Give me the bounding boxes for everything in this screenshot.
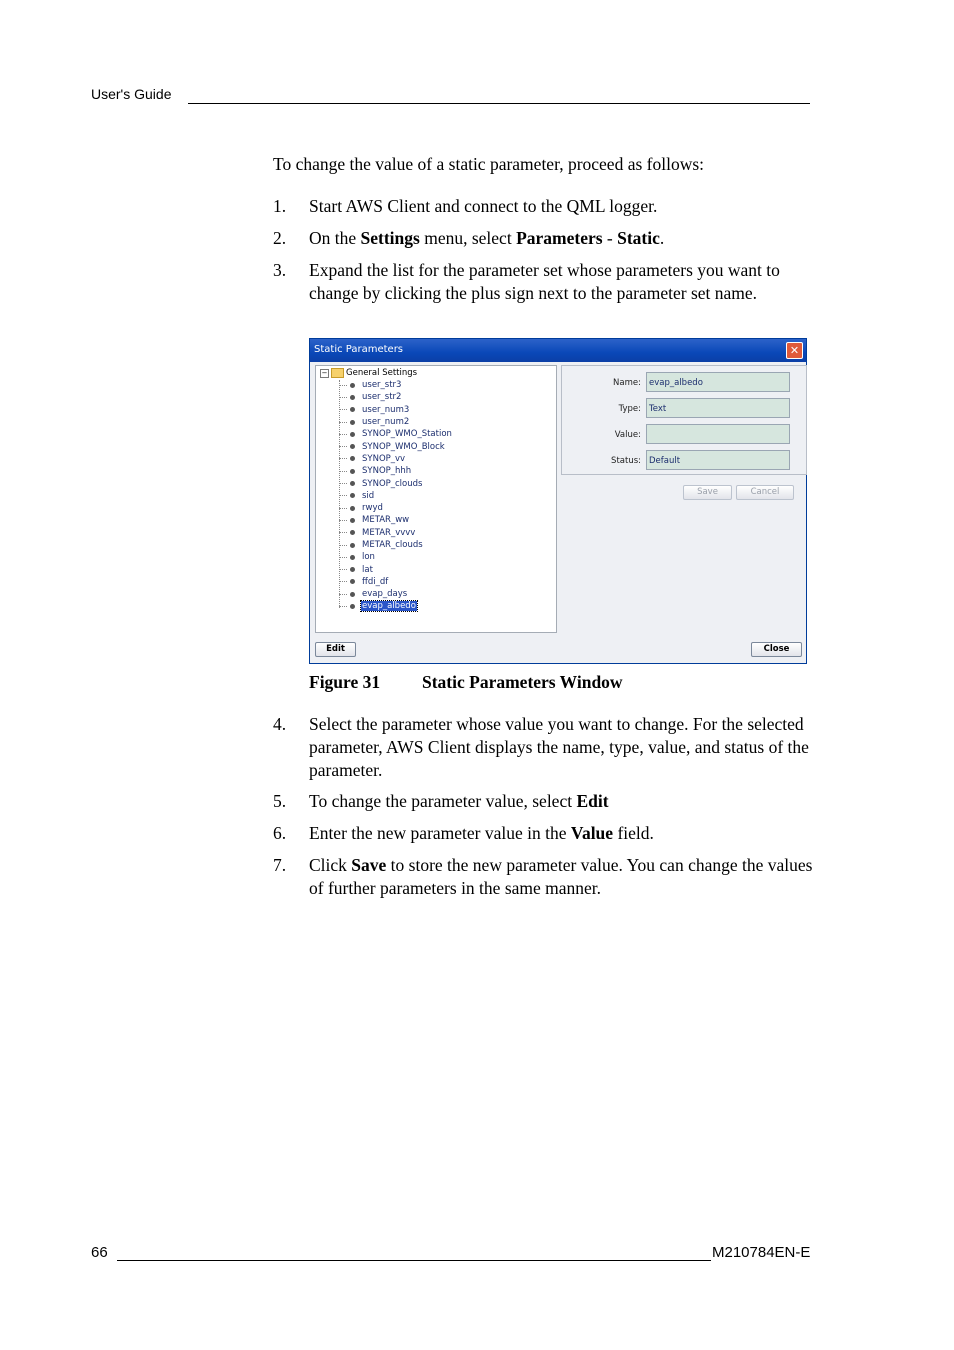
- tree-connector: [339, 532, 347, 533]
- name-row: [562, 372, 806, 394]
- parameter-bullet-icon: [350, 604, 355, 609]
- intro-paragraph: To change the value of a static parameter, proceed as follows:: [273, 154, 705, 174]
- edit-button[interactable]: Edit: [315, 642, 356, 657]
- step-text-run: Click: [309, 855, 352, 875]
- parameter-bullet-icon: [350, 579, 355, 584]
- step-text: [309, 195, 829, 218]
- dialog-title: Static Parameters: [314, 344, 404, 355]
- tree-item[interactable]: [339, 391, 453, 403]
- tree-connector: [339, 606, 347, 607]
- tree-item[interactable]: [339, 563, 453, 575]
- step-text-run: Select the parameter whose value you want to change. For the selected parameter, AWS Client displays the name, type, value, and status of the parameter.: [309, 714, 809, 780]
- status-row: [562, 450, 806, 472]
- tree-item-label: evap_days: [362, 589, 408, 600]
- step-text: [309, 227, 829, 250]
- step-text-run: to store the new parameter value. You can change the values of further parameters in the same manner.: [309, 855, 813, 898]
- parameter-bullet-icon: [350, 481, 355, 486]
- value-field[interactable]: [646, 424, 790, 444]
- parameter-bullet-icon: [350, 456, 355, 461]
- header-rule: [188, 103, 810, 104]
- tree-item[interactable]: [339, 465, 453, 477]
- tree-root-general-settings[interactable]: [320, 368, 417, 378]
- status-field[interactable]: Default: [646, 450, 790, 470]
- status-label: Status:: [611, 456, 641, 466]
- tree-item[interactable]: [339, 527, 453, 539]
- tree-item-label: user_num3: [362, 404, 410, 415]
- step-number: 7.: [273, 855, 287, 875]
- footer-rule: [117, 1260, 711, 1261]
- close-icon[interactable]: ✕: [786, 342, 803, 359]
- tree-item-label: SYNOP_vv: [362, 453, 406, 464]
- parameter-tree[interactable]: [315, 365, 557, 633]
- tree-item[interactable]: [339, 477, 453, 489]
- tree-connector: [339, 508, 347, 509]
- tree-item[interactable]: [339, 490, 453, 502]
- step-number: 5.: [273, 791, 287, 811]
- tree-item-label: METAR_ww: [362, 515, 410, 526]
- parameter-bullet-icon: [350, 592, 355, 597]
- tree-item-label: METAR_clouds: [362, 540, 423, 550]
- parameter-bullet-icon: [350, 567, 355, 572]
- tree-item-label: lat: [362, 564, 373, 575]
- tree-connector: [339, 471, 347, 472]
- tree-item-label: evap_albedo: [362, 601, 416, 612]
- tree-connector: [339, 409, 347, 410]
- tree-item[interactable]: [339, 539, 453, 551]
- ui-term: Settings: [360, 228, 420, 248]
- tree-item[interactable]: [339, 576, 453, 588]
- tree-root-label: General Settings: [346, 368, 418, 378]
- ui-term: Static: [617, 228, 660, 248]
- tree-connector: [339, 422, 347, 423]
- tree-item[interactable]: [339, 502, 453, 514]
- type-row: [562, 398, 806, 420]
- tree-item[interactable]: [339, 453, 453, 465]
- tree-item-label: rwyd: [362, 503, 383, 514]
- value-row: [562, 424, 806, 446]
- step-text: [309, 790, 829, 813]
- step-number: 6.: [273, 823, 287, 843]
- tree-connector: [339, 545, 347, 546]
- parameter-bullet-icon: [350, 506, 355, 511]
- figure-number: Figure 31: [309, 672, 381, 692]
- step-text-run: To change the parameter value, select: [309, 791, 577, 811]
- parameter-bullet-icon: [350, 407, 355, 412]
- tree-item[interactable]: [339, 440, 453, 452]
- tree-item-label: SYNOP_hhh: [362, 466, 412, 477]
- name-label: Name:: [613, 378, 641, 388]
- parameter-bullet-icon: [350, 432, 355, 437]
- tree-item-label: user_str3: [362, 380, 402, 391]
- static-parameters-dialog: [309, 338, 807, 664]
- parameter-bullet-icon: [350, 469, 355, 474]
- tree-item[interactable]: [339, 600, 453, 612]
- tree-item-label: SYNOP_WMO_Station: [362, 429, 452, 440]
- figure-caption: [309, 672, 623, 693]
- parameter-bullet-icon: [350, 555, 355, 560]
- tree-item-label: user_num2: [362, 417, 410, 428]
- parameter-bullet-icon: [350, 395, 355, 400]
- figure-title: Static Parameters Window: [422, 672, 623, 692]
- tree-connector: [339, 581, 347, 582]
- step-text: [309, 259, 829, 305]
- step-number: 3.: [273, 260, 287, 280]
- page-number: 66: [91, 1244, 108, 1261]
- tree-item[interactable]: [339, 428, 453, 440]
- ui-term: Parameters: [516, 228, 603, 248]
- parameter-bullet-icon: [350, 518, 355, 523]
- tree-item-label: METAR_vvvv: [362, 527, 416, 538]
- tree-connector: [339, 569, 347, 570]
- parameter-bullet-icon: [350, 493, 355, 498]
- tree-item-label: SYNOP_WMO_Block: [362, 441, 445, 452]
- document-code: M210784EN-E: [712, 1244, 811, 1261]
- folder-icon: [331, 368, 344, 378]
- step-text-run: Start AWS Client and connect to the QML logger.: [309, 196, 658, 216]
- tree-item-label: ffdi_df: [362, 576, 389, 587]
- tree-connector: [339, 520, 347, 521]
- step-text-run: field.: [613, 823, 654, 843]
- step-text-run: Enter the new parameter value in the: [309, 823, 571, 843]
- tree-item[interactable]: [339, 514, 453, 526]
- tree-connector: [339, 495, 347, 496]
- header-title: User's Guide: [91, 86, 172, 102]
- tree-item[interactable]: [339, 404, 453, 416]
- value-label: Value:: [614, 430, 641, 440]
- tree-item[interactable]: [339, 588, 453, 600]
- step-text-run: On the: [309, 228, 361, 248]
- step-text-run: .: [659, 228, 665, 248]
- tree-item-label: lon: [362, 552, 375, 563]
- tree-connector: [339, 446, 347, 447]
- step-number: 4.: [273, 714, 287, 734]
- step-text-run: menu, select: [419, 228, 517, 248]
- tree-item[interactable]: [339, 379, 453, 391]
- parameter-bullet-icon: [350, 444, 355, 449]
- tree-item-label: user_str2: [362, 392, 402, 403]
- tree-item-label: sid: [362, 490, 375, 501]
- tree-item-label: SYNOP_clouds: [362, 478, 423, 489]
- parameter-bullet-icon: [350, 383, 355, 388]
- save-button[interactable]: Save: [683, 485, 732, 500]
- tree-connector: [339, 483, 347, 484]
- tree-item[interactable]: [339, 551, 453, 563]
- tree-connector: [339, 557, 347, 558]
- close-button[interactable]: Close: [751, 642, 802, 657]
- running-header: [91, 86, 171, 102]
- step-text-run: -: [602, 228, 618, 248]
- parameter-bullet-icon: [350, 420, 355, 425]
- step-text: [309, 713, 829, 782]
- parameter-bullet-icon: [350, 530, 355, 535]
- step-text: [309, 854, 829, 900]
- ui-term: Value: [570, 823, 614, 843]
- parameter-details-panel: [561, 365, 807, 475]
- ui-term: Save: [351, 855, 387, 875]
- step-text-run: Expand the list for the parameter set whose parameters you want to change by clicking the plus sign next to the parameter set name.: [309, 260, 780, 303]
- step-number: 2.: [273, 228, 287, 248]
- step-number: 1.: [273, 196, 287, 216]
- cancel-button[interactable]: Cancel: [736, 485, 794, 500]
- dialog-titlebar: [310, 339, 806, 362]
- tree-connector: [339, 458, 347, 459]
- tree-item[interactable]: [339, 416, 453, 428]
- parameter-bullet-icon: [350, 543, 355, 548]
- tree-connector: [339, 594, 347, 595]
- ui-term: Edit: [576, 791, 609, 811]
- type-label: Type:: [618, 404, 641, 414]
- type-field[interactable]: Text: [646, 398, 790, 418]
- collapse-icon[interactable]: −: [321, 368, 328, 377]
- tree-connector: [339, 434, 347, 435]
- tree-connector: [339, 397, 347, 398]
- name-field[interactable]: evap_albedo: [646, 372, 790, 392]
- tree-connector: [339, 385, 347, 386]
- step-text: [309, 822, 829, 845]
